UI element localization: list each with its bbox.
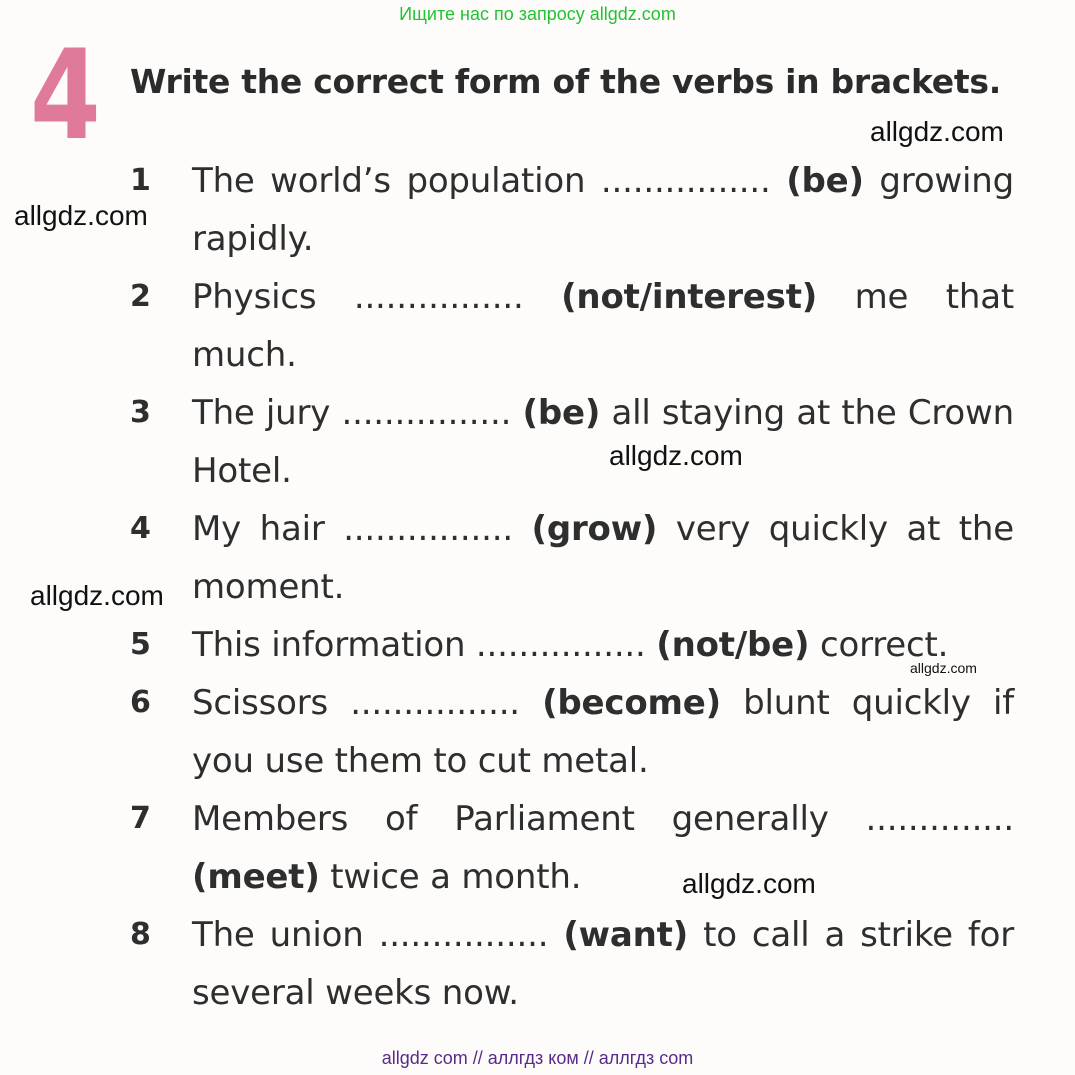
item-number: 4 — [130, 511, 151, 546]
exercise-item — [130, 384, 1014, 500]
item-text-before: My hair ................ — [192, 509, 513, 549]
item-text-after: to call a strike for several weeks now. — [192, 915, 1014, 1013]
item-verb: (not/be) — [656, 625, 810, 665]
item-number: 3 — [130, 395, 151, 430]
item-number: 8 — [130, 917, 151, 952]
watermark: allgdz.com — [682, 868, 816, 899]
item-text-after: growing rapidly. — [192, 161, 1015, 259]
footer-links[interactable]: allgdz com // аллгдз ком // аллгдз com — [381, 1048, 694, 1068]
exercise-item — [130, 906, 1014, 1022]
item-text-after: me that much. — [192, 277, 1015, 375]
watermark: allgdz.com — [609, 440, 743, 471]
exercise-item-list — [130, 152, 1014, 1022]
watermark: allgdz.com — [910, 660, 977, 676]
item-verb: (be) — [786, 161, 864, 201]
item-verb: (be) — [522, 393, 601, 433]
item-text-before: Members of Parliament generally .............. — [192, 799, 1014, 839]
item-verb: (meet) — [192, 857, 320, 897]
item-text-before: The jury ................ — [192, 393, 512, 433]
item-number: 1 — [130, 163, 151, 198]
watermark: allgdz.com — [870, 116, 1004, 147]
exercise-instruction: Write the correct form of the verbs in brackets. — [130, 62, 1001, 101]
item-number: 6 — [130, 685, 151, 720]
item-text-after: correct. — [820, 625, 949, 665]
exercise-item — [130, 616, 1014, 674]
watermark: allgdz.com — [14, 200, 148, 231]
exercise-item — [130, 268, 1014, 384]
exercise-item — [130, 152, 1014, 268]
item-text-before: Scissors ................ — [192, 683, 520, 723]
exercise-item — [130, 790, 1014, 906]
item-text-after: blunt quickly if you use them to cut metal. — [192, 683, 1015, 781]
exercise-item — [130, 674, 1014, 790]
item-text-before: The world’s population ................ — [192, 161, 771, 201]
exercise-number: 4 — [30, 24, 101, 168]
item-number: 7 — [130, 801, 151, 836]
item-text-after: very quickly at the moment. — [192, 509, 1014, 607]
item-number: 2 — [130, 279, 151, 314]
item-text-before: Physics ................ — [192, 277, 524, 317]
top-banner[interactable]: Ищите нас по запросу allgdz.com — [399, 4, 676, 24]
item-text-after: twice a month. — [330, 857, 582, 897]
item-text-before: This information ................ — [192, 625, 646, 665]
exercise-item — [130, 500, 1014, 616]
item-verb: (grow) — [531, 509, 658, 549]
item-text-before: The union ................ — [192, 915, 549, 955]
item-verb: (not/interest) — [561, 277, 818, 317]
item-number: 5 — [130, 627, 151, 662]
item-text-after: all staying at the Crown Hotel. — [192, 393, 1014, 491]
watermark: allgdz.com — [30, 580, 164, 611]
item-verb: (become) — [542, 683, 721, 723]
item-verb: (want) — [563, 915, 689, 955]
